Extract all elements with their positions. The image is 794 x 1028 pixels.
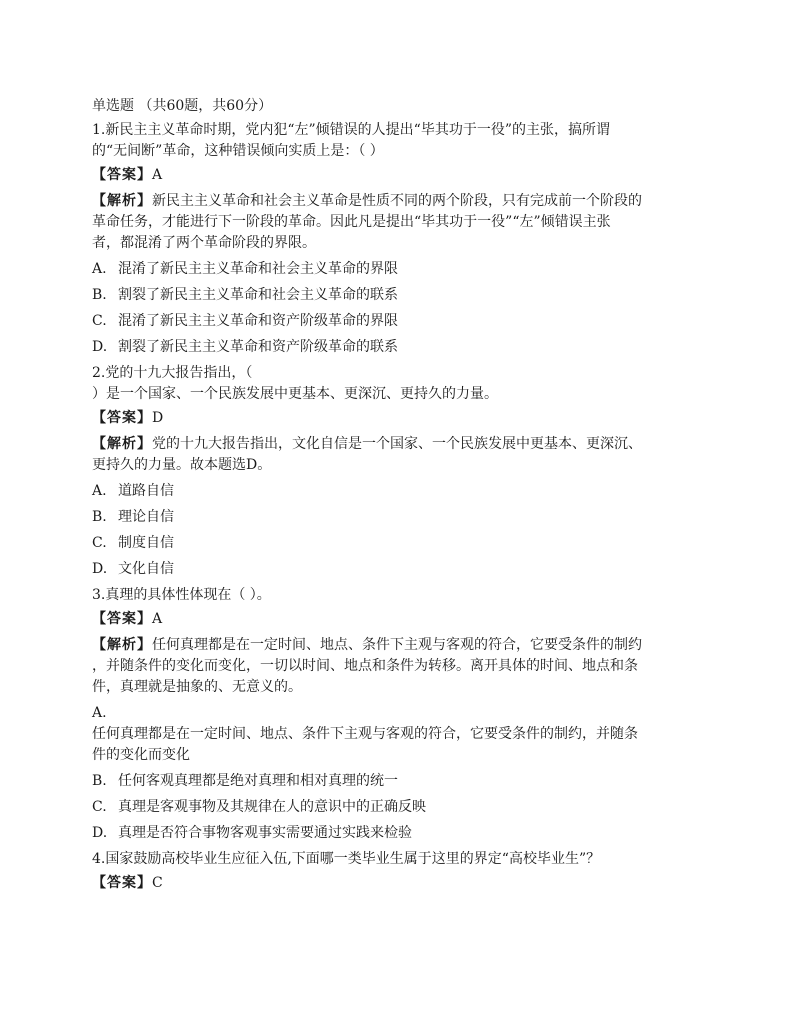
- option-c: [92, 533, 704, 554]
- option-text: 道路自信: [118, 483, 174, 499]
- option-text: 制度自信: [118, 535, 174, 551]
- option-b: [92, 285, 704, 306]
- analysis-line: 者，都混淆了两个革命阶段的界限。: [92, 235, 316, 251]
- analysis-line: [92, 434, 704, 455]
- analysis-tag: 【解析】: [92, 436, 152, 452]
- question-stem: [92, 585, 704, 606]
- answer-value: A: [152, 611, 163, 627]
- option-label: A.: [92, 705, 107, 721]
- answer-value: C: [152, 875, 163, 891]
- option-d: [92, 337, 704, 358]
- option-text: 件的变化而变化: [92, 747, 190, 763]
- option-text: 混淆了新民主主义革命和社会主义革命的界限: [118, 261, 398, 277]
- option-text: 割裂了新民主主义革命和资产阶级革命的联系: [118, 339, 398, 355]
- option-b: [92, 771, 704, 792]
- option-label: C.: [92, 799, 107, 815]
- option-c: [92, 797, 704, 818]
- option-label: B.: [92, 773, 107, 789]
- question-line: 4.国家鼓励高校毕业生应征入伍,下面哪一类毕业生属于这里的界定“高校毕业生”？: [92, 851, 601, 867]
- document-body: [92, 96, 704, 899]
- option-text: 混淆了新民主主义革命和资产阶级革命的界限: [118, 313, 398, 329]
- analysis-line: [92, 191, 704, 212]
- analysis-text: 党的十九大报告指出，文化自信是一个国家、一个民族发展中更基本、更深沉、: [152, 436, 642, 452]
- question-stem: [92, 120, 704, 162]
- option-text: 任何客观真理都是绝对真理和相对真理的统一: [118, 773, 398, 789]
- option-label: B.: [92, 509, 107, 525]
- option-b: [92, 507, 704, 528]
- question-stem: [92, 849, 704, 870]
- option-text: 文化自信: [118, 561, 174, 577]
- question-stem: [92, 363, 704, 405]
- analysis-block: [92, 191, 704, 254]
- option-text: 任何真理都是在一定时间、地点、条件下主观与客观的符合，它要受条件的制约，并随条: [92, 726, 638, 742]
- analysis-text: 任何真理都是在一定时间、地点、条件下主观与客观的符合，它要受条件的制约: [152, 637, 642, 653]
- analysis-tag: 【解析】: [92, 193, 152, 209]
- question-2: [92, 363, 704, 580]
- option-label: D.: [92, 339, 108, 355]
- question-line: 2.党的十九大报告指出，（: [92, 365, 253, 381]
- analysis-line: 更持久的力量。故本题选D。: [92, 457, 272, 473]
- answer-tag: 【答案】: [92, 167, 152, 183]
- question-line: ）是一个国家、一个民族发展中更基本、更深沉、更持久的力量。: [92, 386, 498, 402]
- option-label: C.: [92, 313, 107, 329]
- option-label: A.: [92, 261, 107, 277]
- analysis-line: 件，真理就是抽象的、无意义的。: [92, 679, 302, 695]
- question-line: 1.新民主主义革命时期，党内犯“左”倾错误的人提出“毕其功于一役”的主张，搞所谓: [92, 122, 610, 138]
- answer-line: [92, 165, 704, 186]
- analysis-line: ，并随条件的变化而变化，一切以时间、地点和条件为转移。离开具体的时间、地点和条: [92, 658, 638, 674]
- option-text: 理论自信: [118, 509, 174, 525]
- option-text: 真理是否符合事物客观事实需要通过实践来检验: [118, 825, 412, 841]
- analysis-block: [92, 635, 704, 698]
- analysis-text: 新民主主义革命和社会主义革命是性质不同的两个阶段，只有完成前一个阶段的: [152, 193, 642, 209]
- question-4: [92, 849, 704, 894]
- option-a: [92, 703, 704, 766]
- question-line: 的“无间断”革命，这种错误倾向实质上是：（ ）: [92, 143, 384, 159]
- answer-tag: 【答案】: [92, 875, 152, 891]
- analysis-line: [92, 635, 704, 656]
- option-label: D.: [92, 825, 108, 841]
- option-label: D.: [92, 561, 108, 577]
- option-label: C.: [92, 535, 107, 551]
- analysis-block: [92, 434, 704, 476]
- answer-line: [92, 873, 704, 894]
- option-c: [92, 311, 704, 332]
- option-label: A.: [92, 483, 107, 499]
- answer-line: [92, 609, 704, 630]
- option-a: [92, 259, 704, 280]
- option-a: [92, 481, 704, 502]
- answer-tag: 【答案】: [92, 410, 152, 426]
- question-1: [92, 120, 704, 358]
- answer-tag: 【答案】: [92, 611, 152, 627]
- answer-line: [92, 408, 704, 429]
- option-d: [92, 823, 704, 844]
- answer-value: A: [152, 167, 163, 183]
- analysis-tag: 【解析】: [92, 637, 152, 653]
- option-d: [92, 559, 704, 580]
- analysis-line: 革命任务，才能进行下一阶段的革命。因此凡是提出“毕其功于一役”“左”倾错误主张: [92, 214, 611, 230]
- question-line: 3.真理的具体性体现在（ ）。: [92, 587, 271, 603]
- option-label: B.: [92, 287, 107, 303]
- question-3: [92, 585, 704, 844]
- section-header: 单选题 （共60题，共60分）: [92, 98, 273, 114]
- option-text: 真理是客观事物及其规律在人的意识中的正确反映: [118, 799, 426, 815]
- answer-value: D: [152, 410, 164, 426]
- option-text: 割裂了新民主主义革命和社会主义革命的联系: [118, 287, 398, 303]
